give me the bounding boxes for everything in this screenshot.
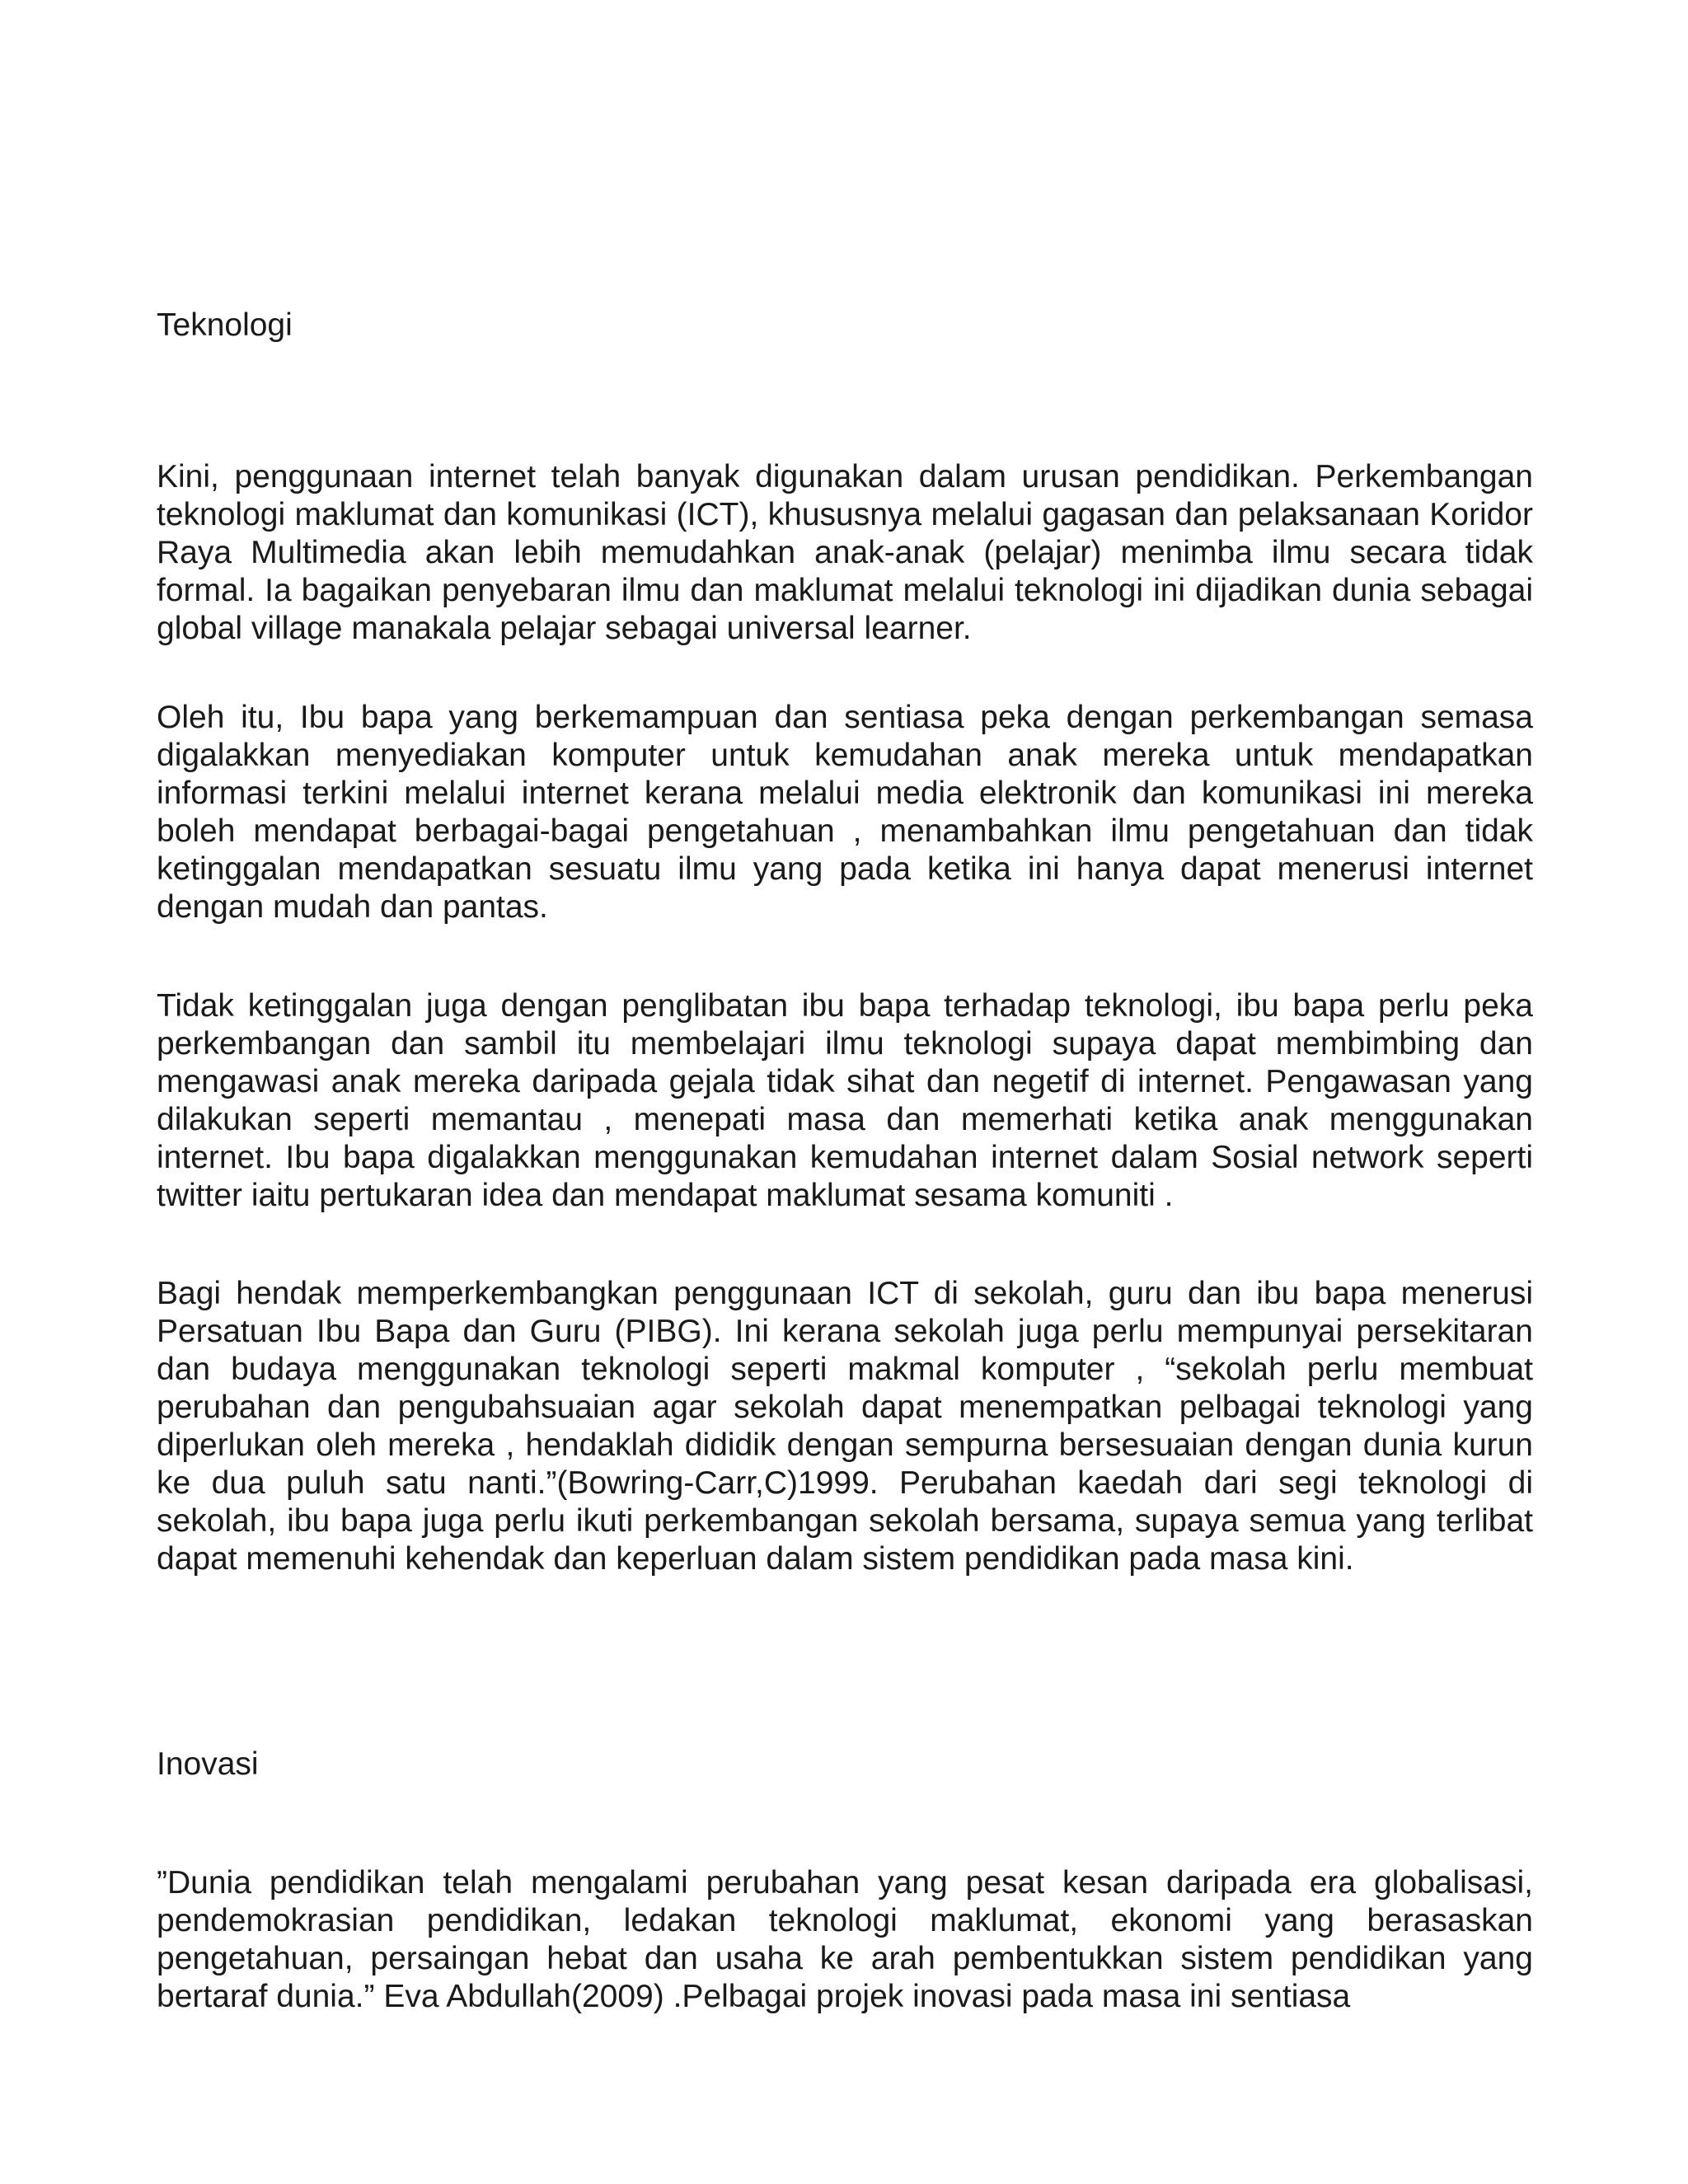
- section-heading-teknologi: Teknologi: [157, 307, 293, 343]
- paragraph-teknologi-3: Tidak ketinggalan juga dengan penglibatan ibu bapa terhadap teknologi, ibu bapa perlu peka perkembangan dan sambil itu membelajari ilmu teknologi supaya dapat membimbing dan mengawasi anak mereka daripada gejala tidak sihat dan negetif di internet. Pengawasan yang dilakukan seperti memantau , menepati masa dan memerhati ketika anak menggunakan internet. Ibu bapa digalakkan menggunakan kemudahan internet dalam Sosial network seperti twitter iaitu pertukaran idea dan mendapat maklumat sesama komuniti .: [157, 988, 1533, 1213]
- paragraph-teknologi-4: Bagi hendak memperkembangkan penggunaan ICT di sekolah, guru dan ibu bapa menerusi Persatuan Ibu Bapa dan Guru (PIBG). Ini kerana sekolah juga perlu mempunyai persekitaran dan budaya menggunakan teknologi seperti makmal komputer , “sekolah perlu membuat perubahan dan pengubahsuaian agar sekolah dapat menempatkan pelbagai teknologi yang diperlukan oleh mereka , hendaklah dididik dengan sempurna bersesuaian dengan dunia kurun ke dua puluh satu nanti.”(Bowring-Carr,C)1999. Perubahan kaedah dari segi teknologi di sekolah, ibu bapa juga perlu ikuti perkembangan sekolah bersama, supaya semua yang terlibat dapat memenuhi kehendak dan keperluan dalam sistem pendidikan pada masa kini.: [157, 1276, 1533, 1577]
- paragraph-inovasi-1: ”Dunia pendidikan telah mengalami perubahan yang pesat kesan daripada era globalisasi, pendemokrasian pendidikan, ledakan teknologi maklumat, ekonomi yang berasaskan pengetahuan, persaingan hebat dan usaha ke arah pembentukkan sistem pendidikan yang bertaraf dunia.” Eva Abdullah(2009) .Pelbagai projek inovasi pada masa ini sentiasa: [157, 1865, 1533, 2014]
- section-heading-inovasi: Inovasi: [157, 1746, 259, 1782]
- paragraph-teknologi-1: Kini, penggunaan internet telah banyak digunakan dalam urusan pendidikan. Perkembangan teknologi maklumat dan komunikasi (ICT), khususnya melalui gagasan dan pelaksanaan Koridor Raya Multimedia akan lebih memudahkan anak-anak (pelajar) menimba ilmu secara tidak formal. Ia bagaikan penyebaran ilmu dan maklumat melalui teknologi ini dijadikan dunia sebagai global village manakala pelajar sebagai universal learner.: [157, 459, 1533, 646]
- paragraph-teknologi-2: Oleh itu, Ibu bapa yang berkemampuan dan sentiasa peka dengan perkembangan semasa digalakkan menyediakan komputer untuk kemudahan anak mereka untuk mendapatkan informasi terkini melalui internet kerana melalui media elektronik dan komunikasi ini mereka boleh mendapat berbagai-bagai pengetahuan , menambahkan ilmu pengetahuan dan tidak ketinggalan mendapatkan sesuatu ilmu yang pada ketika ini hanya dapat menerusi internet dengan mudah dan pantas.: [157, 700, 1533, 925]
